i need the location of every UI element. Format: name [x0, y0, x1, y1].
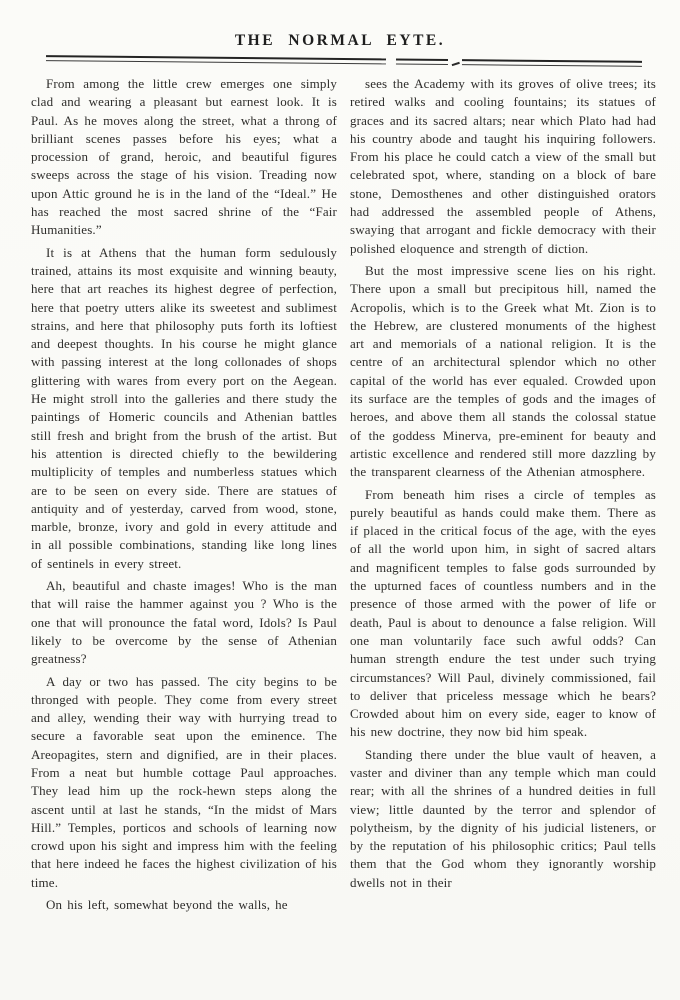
right-column [350, 75, 656, 914]
paragraph: Ah, beautiful and chaste images! Who is the man that will raise the hammer against you ? Who is the one that will pronounce the fatal word, Idols? Is Paul likely to be overcome by the sense of Athenian greatness? [31, 578, 337, 667]
paragraph: Standing there under the blue vault of heaven, a vaster and diviner than any temple which man could rear; with all the shrines of a hundred deities in full view; little daunted by the terror and splendor of polytheism, by the dignity of his judicial listeners, or by the reputation of his philosophic critics; Paul tells them that the God whom they ignorantly worship dwells not in their [350, 746, 656, 890]
paragraph: sees the Academy with its groves of olive trees; its retired walks and cooling fountains; its statues of graces and its sacred altars; near which Plato had had his country abode and taught his inquiring followers. From his place he could catch a view of the small but celebrated spot, where, standing on a block of bare stone, Demosthenes and other distinguished orators had addressed the assembled people of Athens, swaying that arrogant and fickle democracy with their polished eloquence and strength of diction. [350, 76, 656, 256]
paragraph: But the most impressive scene lies on his right. There upon a small but precipitous hill, named the Acropolis, which is to the Greek what Mt. Zion is to the Hebrew, are clustered monuments of the highest art and memorials of a national religion. It is the centre of an architectural splendor which no other capital of the world has ever equaled. Crowded upon its surface are the temples of gods and the images of heroes, and above them all stands the colossal statue of the goddess Minerva, pre-eminent for beauty and artistic excellence and rendered still more dazzling by the transparent clearness of the Athenian atmosphere. [350, 262, 656, 480]
rule-tick-mark [450, 57, 460, 66]
left-column [31, 75, 337, 914]
paragraph: It is at Athens that the human form sedulously trained, attains its most exquisite and winning beauty, here that art reaches its highest degree of perfection, here that poetry utters alike its sweetest and sublimest strains, and here that philosophy puts forth its loftiest and deepest thoughts. In his course he might glance with passing interest at the long collonades of shops glittering with wares from every port on the Aegean. He might stroll into the galleries and there study the paintings of Homeric councils and Athenian battles still fresh and bright from the brush of the artist. But his attention is directed chiefly to the bewildering multiplicity of temples and numberless statues which are to be seen on every side. There are statues of antiquity and of yesterday, carved from wood, stone, marble, bronze, ivory and gold in every attitude and in all possible combinations, standing like long lines of sentinels in every street. [31, 244, 337, 571]
paragraph: On his left, somewhat beyond the walls, he [46, 897, 288, 913]
rule-segment-right [462, 59, 642, 67]
paragraph: A day or two has passed. The city begins to be thronged with people. They come from every street and alley, wending their way with hurrying tread to secure a favorable seat upon the eminence. The Areopagites, stern and dignified, are in their places. From a neat but humble cottage Paul approaches. They lead him up the rock-hewn steps along the ascent until at last he stands, “In the midst of Mars Hill.” Temples, porticos and schools of learning now crowd upon his sight and impress him with the feeling that here indeed he faces the highest civilization of his time. [31, 673, 337, 890]
rule-segment-middle [396, 58, 448, 64]
paragraph: From beneath him rises a circle of temples as purely beautiful as hands could make them. There as if placed in the critical focus of the age, with the eyes of all the world upon him, in sight of sacred altars and magnificent temples to false gods surrounded by the upturned faces of countless numbers and in the presence of those armed with the power of life or death, Paul is about to denounce a false religion. Will one man voluntarily face such awful odds? Can human strength endure the test under such trying circumstances? Will Paul, divinely commissioned, fail to deliver that priceless message which he bears? Crowded about him on every side, eager to know of his new doctrine, they now bid him speak. [350, 486, 656, 740]
page-title: THE NORMAL EYTE. [234, 32, 446, 49]
article-columns [0, 64, 680, 914]
paragraph: From among the little crew emerges one simply clad and wearing a pleasant but earnest look. It is Paul. As he moves along the street, what a throng of brilliant scenes passes before his eyes; what a procession of grand, heroic, and beautiful figures sweeps across the stage of his vision. Treading now upon Attic ground he is in the land of the “Ideal.” He has reached the most sacred shrine of the “Fair Humanities.” [31, 76, 337, 238]
rule-segment-left [46, 55, 386, 64]
